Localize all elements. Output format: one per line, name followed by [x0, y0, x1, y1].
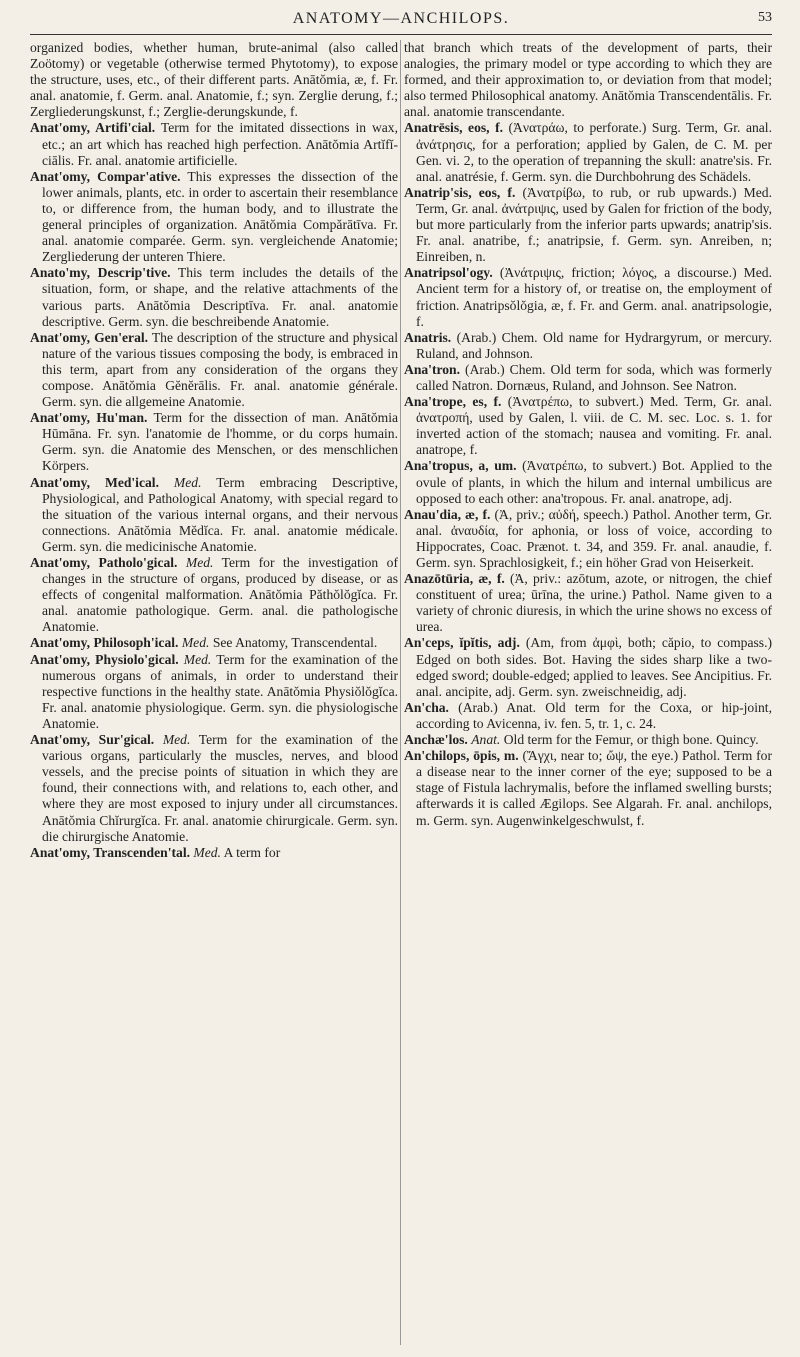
page-header — [30, 6, 772, 35]
dictionary-entry — [30, 120, 398, 168]
dictionary-entry — [30, 732, 398, 845]
entry-definition: A term for — [223, 844, 281, 860]
entry-definition: (Arab.) Anat. Old term for the Coxa, or hip-joint, according to Avicenna, iv. fen. 5, tr. 1, c. 24. — [416, 699, 772, 731]
dictionary-entry — [404, 265, 772, 329]
dictionary-entry — [404, 120, 772, 184]
entry-definition: (Arab.) Chem. Old name for Hydrargyrum, or mercury. Ruland, and Johnson. — [416, 329, 772, 361]
entry-definition: (Arab.) Chem. Old term for soda, which was formerly called Natron. Dornæus, Ruland, and Johnson. See Natron. — [416, 361, 772, 393]
entry-headword: Anat'omy, Sur'gical. — [30, 732, 155, 748]
entry-definition: (Ἀνατρέπω, to subvert.) Bot. Applied to the ovule of plants, in which the hilum and internal umbilicus are opposed to each other: ana'tropous. Fr. anal. anatrope, adj. — [416, 458, 772, 506]
dictionary-entry — [404, 635, 772, 699]
dictionary-entry — [30, 845, 398, 861]
dictionary-entry — [404, 394, 772, 458]
entry-headword: Anatrip'sis, eos, f. — [404, 184, 516, 200]
entry-subject-tag: Med. — [183, 651, 212, 667]
entry-headword: Anau'dia, æ, f. — [404, 506, 491, 522]
entry-headword: Anatrēsis, eos, f. — [404, 120, 503, 136]
dictionary-entry — [30, 410, 398, 474]
entry-headword: Anazōtūria, æ, f. — [404, 571, 505, 587]
entry-definition: Term for the dissection of man. Anātŏmia Hūmāna. Fr. syn. l'anatomie de l'homme, or du corps humain. Germ. syn. die Anatomie des Menschen, or des menschlichen Körpers. — [42, 410, 398, 474]
dictionary-entry — [404, 700, 772, 732]
entry-definition: Term for the imitated dissections in wax, etc.; an art which has reached high perfection. Anātŏmia Artĭfĭ-ciālis. Fr. anal. anatomie artificielle. — [42, 120, 398, 168]
entry-headword: Anat'omy, Physiolo'gical. — [30, 651, 179, 667]
dictionary-entry — [404, 330, 772, 362]
entry-definition: organized bodies, whether human, brute-animal (also called Zoötomy) or vegetable (otherwise termed Phytotomy), to expose the structure, uses, etc., of their different parts. Anātŏmia, æ, f. Fr. anal. anatomie, f. Germ. anal. Anatomie, f.; syn. Zerglie derung, f.; Zergliederungskunst, f.; Zerglie-derungskunde, f. — [30, 40, 398, 120]
entry-headword: Anat'omy, Philosoph'ical. — [30, 635, 179, 651]
entry-headword: Anat'omy, Hu'man. — [30, 410, 148, 426]
entry-headword: An'cha. — [404, 699, 449, 715]
entry-definition: This expresses the dissection of the lower animals, plants, etc. in order to ascertain their resemblance to, or difference from, the human body, and to illustrate the general principles of organization. Anātŏmia Compărātīva. Fr. anal. anatomie comparée. Germ. syn. vergleichende Anatomie; Zergliederung der unteren Thiere. — [42, 168, 398, 265]
dictionary-entry — [30, 265, 398, 329]
entry-headword: Ana'tropus, a, um. — [404, 458, 517, 474]
entry-headword: Anat'omy, Compar'ative. — [30, 168, 181, 184]
entry-headword: Anat'omy, Gen'eral. — [30, 329, 149, 345]
dictionary-entry — [404, 732, 772, 748]
entry-subject-tag: Anat. — [471, 732, 501, 748]
entry-definition: Term for the investigation of changes in the structure of organs, produced by disease, or as effects of congenital malformation. Anātŏmia Păthŏlŏgĭca. Fr. anal. anatomie pathologique. Germ. anal. die pathologische Anatomie. — [42, 555, 398, 635]
entry-headword: Anatris. — [404, 329, 452, 345]
left-column — [30, 40, 398, 1345]
entry-definition: that branch which treats of the development of parts, their analogies, the primary model or type according to which they are formed, and their approximation to, or deviation from that model; also termed Philosophical anatomy. Anātŏmia Transcendentālis. Fr. anal. anatomie transcendante. — [404, 40, 772, 120]
right-column — [404, 40, 772, 1345]
entry-headword: Anatripsol'ogy. — [404, 265, 493, 281]
dictionary-entry — [404, 748, 772, 828]
entry-definition: The description of the structure and physical nature of the various tissues composing the body, is embraced in this term, apart from any consideration of the organs they compose. Anātŏmia Gĕnĕrālis. Fr. anal. anatomie générale. Germ. syn. die allgemeine Anatomie. — [42, 329, 398, 410]
entry-headword: Anat'omy, Patholo'gical. — [30, 555, 178, 570]
dictionary-entry — [404, 458, 772, 506]
entry-subject-tag: Med. — [181, 635, 210, 651]
dictionary-entry — [30, 169, 398, 266]
dictionary-entry — [30, 652, 398, 732]
dictionary-entry — [404, 40, 772, 120]
dictionary-entry — [404, 185, 772, 265]
dictionary-entry — [404, 571, 772, 635]
entry-subject-tag: Med. — [173, 474, 202, 490]
dictionary-entry — [30, 330, 398, 410]
entry-subject-tag: Med. — [185, 555, 214, 570]
entry-headword: Anat'omy, Transcenden'tal. — [30, 844, 190, 860]
entry-definition: (Ἀνατράω, to perforate.) Surg. Term, Gr. anal. ἀνάτρησις, for a perforation; applied by Galen, de C. M. per Gen. vi. 2, to the operation of trepanning the skull: anatre'sis. Fr. anal. anatrésie, f. Germ. syn. die Durchbohrung des Schädels. — [416, 120, 772, 184]
entry-headword: Anat'omy, Artifi'cial. — [30, 120, 156, 136]
entry-definition: Term embracing Descriptive, Physiological, and Pathological Anatomy, with special regard to the situation of the various internal organs, and their nervous connections. Anātŏmia Mĕdĭca. Fr. anal. anatomie médicale. Germ. syn. die medicinische Anatomie. — [42, 474, 398, 554]
entry-definition: Old term for the Femur, or thigh bone. Quincy. — [503, 732, 759, 748]
entry-headword: Anat'omy, Med'ical. — [30, 474, 159, 490]
entry-headword: Ana'tron. — [404, 361, 461, 377]
dictionary-entry — [404, 362, 772, 394]
entry-definition: This term includes the details of the situation, form, or shape, and the relative attachments of the various parts. Anātŏmia Descriptīva. Fr. anal. anatomie descriptive. Germ. syn. die beschreibende Anatomie. — [42, 265, 398, 329]
entry-headword: An'ceps, ĭpĭtis, adj. — [404, 635, 520, 651]
entry-definition: See Anatomy, Transcendental. — [212, 635, 378, 651]
entry-headword: Ana'trope, es, f. — [404, 394, 502, 410]
entry-headword: Anato'my, Descrip'tive. — [30, 265, 171, 281]
entry-definition: (Ἀνατρέπω, to subvert.) Med. Term, Gr. anal. ἀνατροπή, used by Galen, l. viii. de C. M. sec. Loc. s. 1. for inverted action of the stomach; nausea and vomiting. Fr. anal. anatrope, f. — [416, 394, 772, 458]
dictionary-entry — [30, 635, 398, 651]
entry-definition: (Ἀ, priv.: azōtum, azote, or nitrogen, the chief constituent of urea; ūrīna, the urine.) Pathol. Name given to a variety of chronic diuresis, in which the urine shows no excess of urea. — [416, 571, 772, 635]
entry-headword: An'chilops, ōpis, m. — [404, 748, 519, 764]
dictionary-entry — [404, 507, 772, 571]
entry-headword: Anchæ'los. — [404, 732, 468, 748]
entry-definition: (Am, from ἀμφὶ, both; căpio, to compass.) Edged on both sides. Bot. Having the sides sharp like a two-edged sword; double-edged; applied to leaves. See Ancipitius. Fr. anal. ancipite, adj. Germ. syn. zweischneidig, adj. — [416, 635, 772, 699]
entry-definition: (Ἀνατρίβω, to rub, or rub upwards.) Med. Term, Gr. anal. ἀνάτριψις, used by Galen for friction of the body, but more particularly from the inferior parts upwards; anatrip'sis. Fr. anal. anatribe, f.; anatripsie, f. Germ. syn. Anreiben, n; Einreiben, n. — [416, 184, 772, 265]
entry-definition: (Ἀνάτριψις, friction; λόγος, a discourse.) Med. Ancient term for a history of, or treatise on, the employment of friction. Anatripsŏlŏgia, æ, f. Fr. and Germ. anal. anatripsologie, f. — [416, 265, 772, 329]
running-head: ANATOMY—ANCHILOPS. — [292, 10, 510, 27]
column-divider — [400, 40, 401, 1345]
dictionary-entry — [30, 475, 398, 555]
entry-subject-tag: Med. — [193, 844, 221, 860]
dictionary-entry — [30, 40, 398, 120]
entry-definition: Term for the examination of the various organs, particularly the muscles, nerves, and blood vessels, and the precise points of situation in which they are found, their connections with, and relations to, each other, and where they are most exposed to injury under all circumstances. Anātŏmia Chĭrurgĭca. Fr. anal. anatomie chirurgicale. Germ. syn. die chirurgische Anatomie. — [42, 732, 398, 844]
dictionary-entry — [30, 555, 398, 635]
page-number: 53 — [758, 10, 772, 25]
entry-definition: (Ἀ, priv.; αὐδή, speech.) Pathol. Another term, Gr. anal. ἀναυδία, for aphonia, or loss of voice, according to Hippocrates, Coac. Prænot. t. 34, and 359. Fr. anal. anaudie, f. Germ. syn. Sprachlosigkeit, f.; ein höher Grad von Heiserkeit. — [416, 506, 772, 570]
entry-definition: Term for the examination of the numerous organs of animals, in order to understand their respective functions in the healthy state. Anātŏmia Physiŏlŏgĭca. Fr. anal. anatomie physiologique. Germ. syn. die physiologische Anatomie. — [42, 651, 398, 731]
entry-definition: (Ἄγχι, near to; ὤψ, the eye.) Pathol. Term for a disease near to the inner corner of the eye; supposed to be a stage of Fistula lachrymalis, before the inflamed swelling bursts; afterwards it is called Ægilops. See Algarah. Fr. anal. anchilops, m. Germ. syn. Augenwinkelgeschwulst, f. — [416, 748, 772, 828]
entry-subject-tag: Med. — [162, 732, 191, 748]
